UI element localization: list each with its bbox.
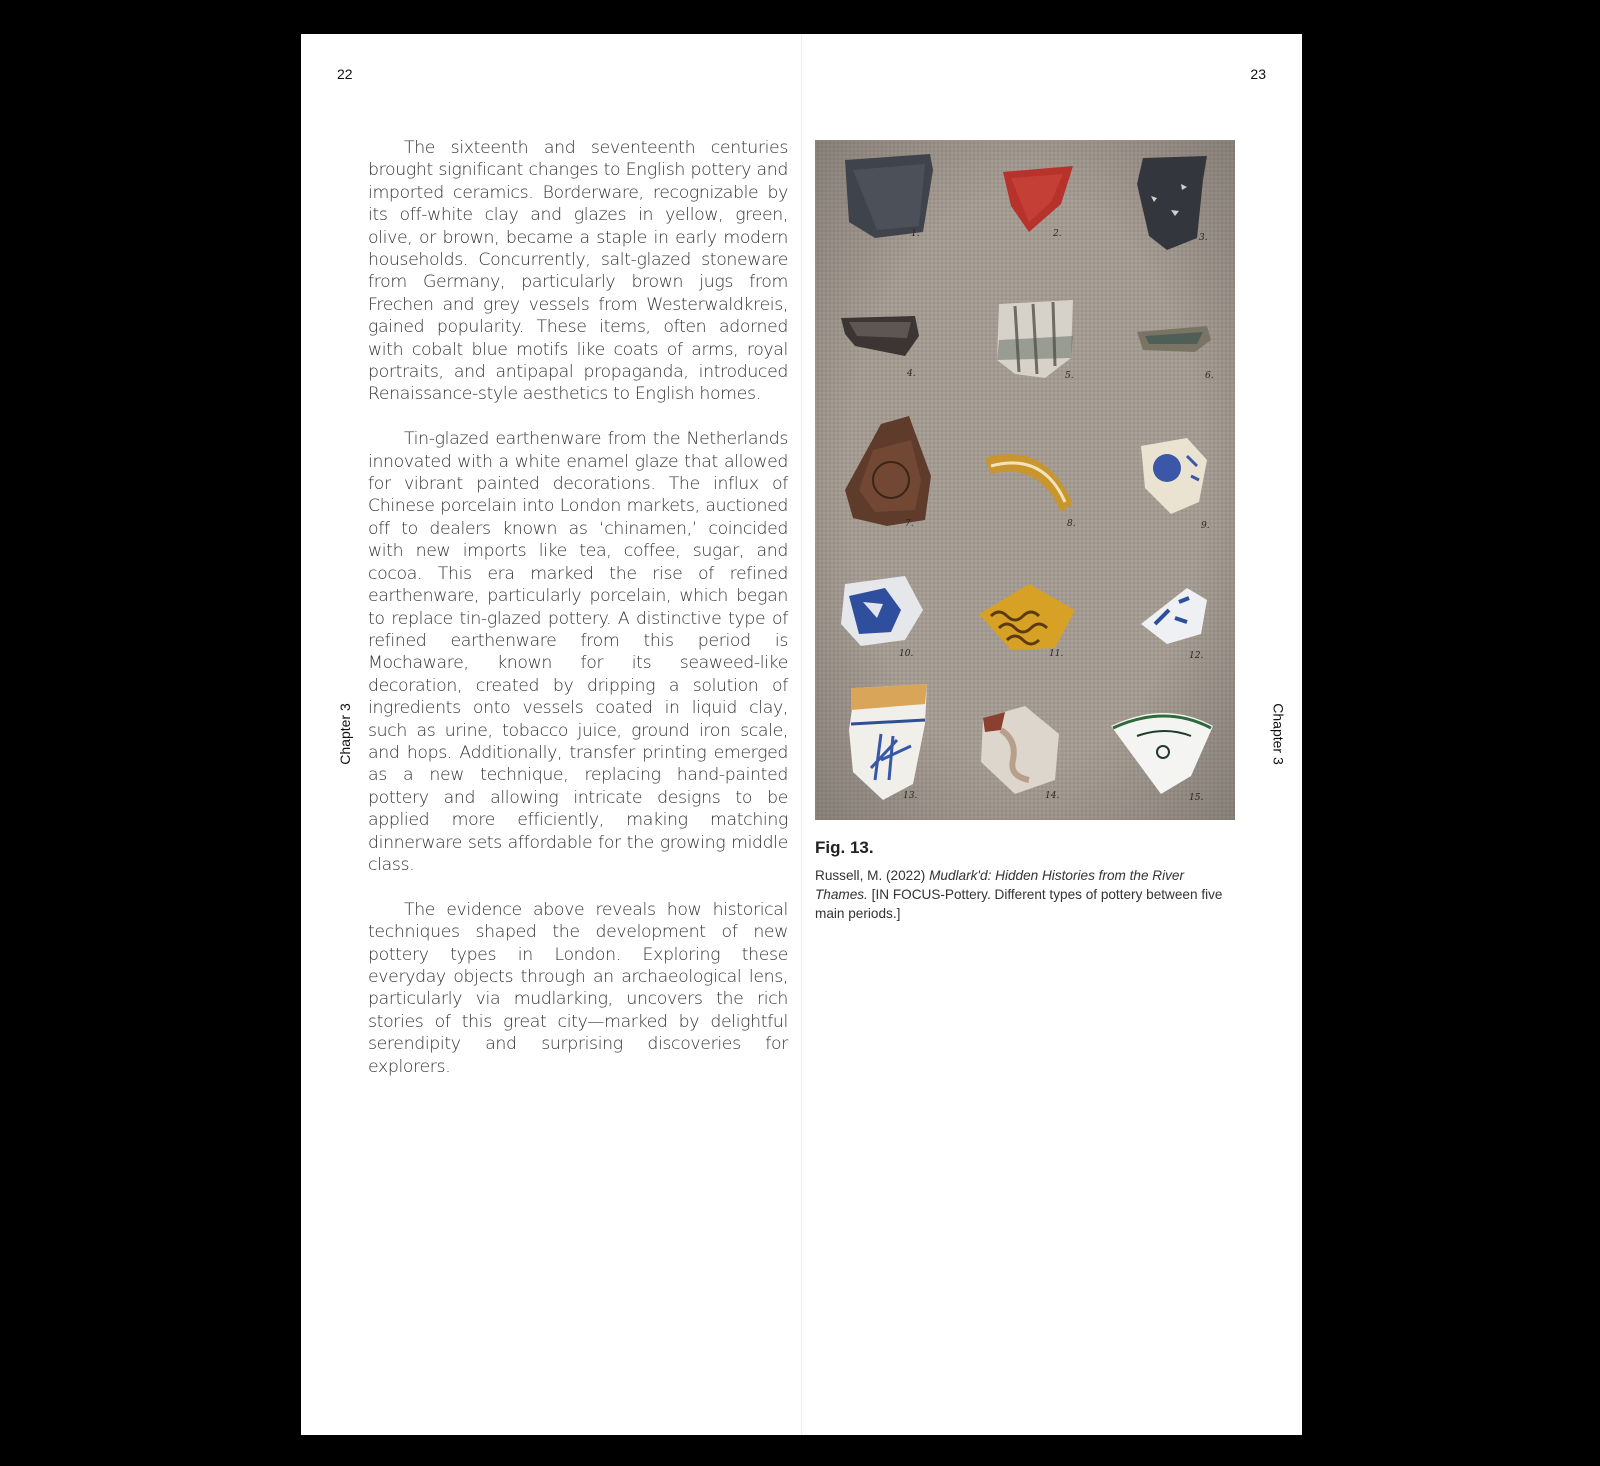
- paragraph-2: Tin-glazed earthenware from the Netherlands innovated with a white enamel glaze that allowed for vibrant painted decorations. The influx of Chinese porcelain into London markets, auctioned off to dealers known as ‘chinamen,’ coincided with new imports like tea, coffee, sugar, and cocoa. This era marked the rise of refined earthenware, particularly porcelain, which began to replace tin-glazed pottery. A distinctive type of refined earthenware from this period is Mochaware, known for its seaweed-like decoration, created by dripping a solution of ingredients onto vessels coated in liquid clay, such as urine, tobacco juice, ground iron scale, and hops. Additionally, transfer printing emerged as a new technique, replacing hand-painted pottery and allowing intricate designs to be applied more efficiently, making matching dinnerware sets affordable for the growing middle class.: [368, 429, 788, 875]
- chapter-label-right: Chapter 3: [1270, 703, 1286, 765]
- shard-number-14: 14.: [1045, 791, 1060, 801]
- caption-title: Mudlark'd: Hidden Histories from the River Thames.: [815, 868, 1185, 902]
- body-text: [368, 137, 788, 1100]
- shard-number-3: 3.: [1199, 233, 1208, 243]
- shard-number-6: 6.: [1205, 371, 1214, 381]
- left-page: [301, 34, 801, 1435]
- shard-number-15: 15.: [1189, 793, 1204, 803]
- caption-prefix: Russell, M. (2022): [815, 868, 930, 883]
- right-page: [802, 34, 1302, 1435]
- figure-label: Fig. 13.: [815, 838, 874, 857]
- shard-number-11: 11.: [1049, 649, 1064, 659]
- figure-caption: [815, 866, 1237, 923]
- shard-number-2: 2.: [1053, 229, 1062, 239]
- shard-number-1: 1.: [911, 229, 920, 239]
- shard-number-12: 12.: [1189, 651, 1204, 661]
- shard-number-10: 10.: [899, 649, 914, 659]
- shard-number-8: 8.: [1067, 519, 1076, 529]
- shard-number-4: 4.: [907, 369, 916, 379]
- shard-number-13: 13.: [903, 791, 918, 801]
- shard-number-9: 9.: [1201, 521, 1210, 531]
- shard-number-7: 7.: [905, 519, 914, 529]
- shard-number-5: 5.: [1065, 371, 1074, 381]
- pottery-shards-photo: [815, 140, 1235, 820]
- book-spread: [301, 34, 1302, 1435]
- shard-1: [845, 154, 933, 238]
- page-number-right: 23: [1250, 66, 1266, 82]
- chapter-label-left: Chapter 3: [337, 703, 353, 765]
- paragraph-3: The evidence above reveals how historical techniques shaped the development of new pottery types in London. Exploring these everyday objects through an archaeological lens, particularly via mudlarking, uncovers the rich stories of this great city—marked by delightful serendipity and surprising discoveries for explorers.: [368, 899, 788, 1077]
- page-number-left: 22: [337, 66, 353, 82]
- caption-suffix: [IN FOCUS-Pottery. Different types of pottery between five main periods.]: [815, 887, 1223, 921]
- paragraph-1: The sixteenth and seventeenth centuries brought significant changes to English pottery and imported ceramics. Borderware, recognizable by its off-white clay and glazes in yellow, green, olive, or brown, became a staple in early modern households. Concurrently, salt-glazed stoneware from Germany, particularly brown jugs from Frechen and grey vessels from Westerwaldkreis, gained popularity. These items, often adorned with cobalt blue motifs like coats of arms, royal portraits, and antipapal propaganda, introduced Renaissance-style aesthetics to English homes.: [368, 138, 788, 405]
